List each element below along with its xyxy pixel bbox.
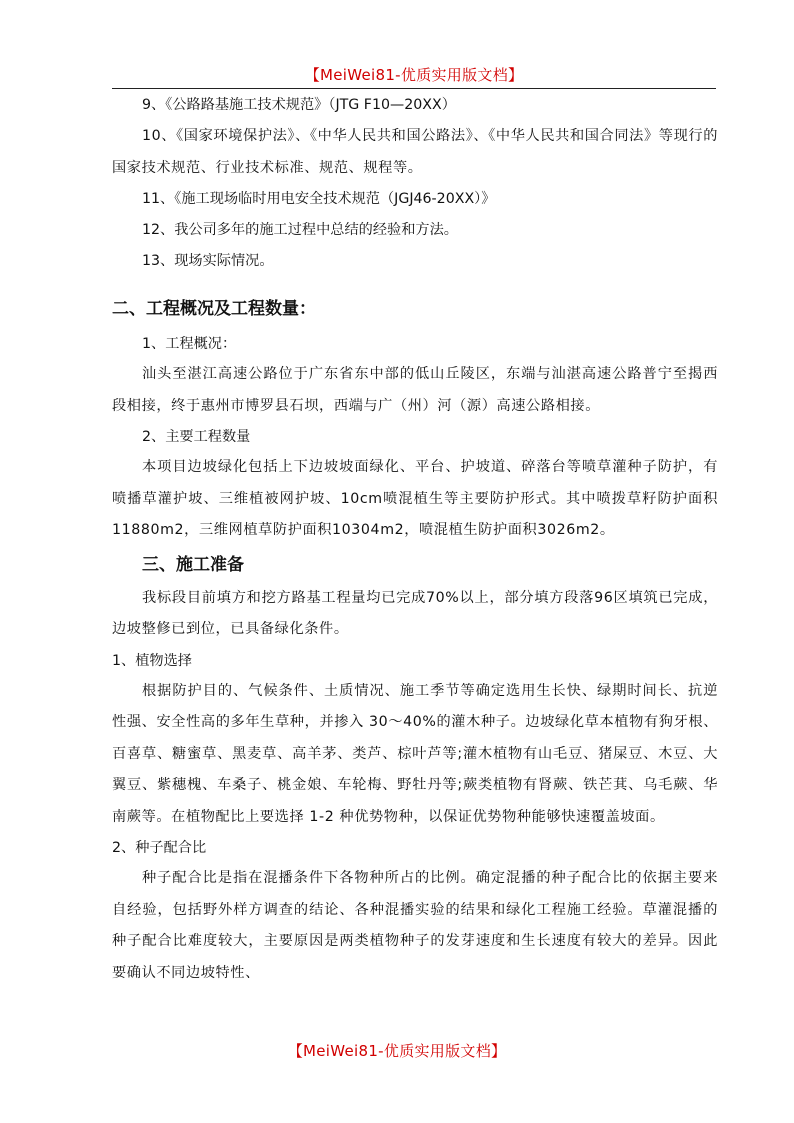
- section-2-subheading-2: 2、主要工程数量: [142, 429, 251, 445]
- reference-item-12: 12、我公司多年的施工过程中总结的经验和方法。: [142, 222, 458, 238]
- document-body: [112, 90, 718, 989]
- section-3-paragraph-1: 我标段目前填方和挖方路基工程量均已完成70%以上，部分填方段落96区填筑已完成，边坡整修已到位，已具备绿化条件。: [112, 589, 718, 637]
- section-2-paragraph-1: 汕头至湛江高速公路位于广东省东中部的低山丘陵区，东端与汕湛高速公路普宁至揭西段相接，终于惠州市博罗县石坝，西端与广（州）河（源）高速公路相接。: [112, 366, 718, 414]
- reference-item-11: 11、《施工现场临时用电安全技术规范（JGJ46-20XX）》: [142, 191, 496, 207]
- header-watermark: 【MeiWei81-优质实用版文档】: [304, 66, 524, 84]
- section-3-paragraph-2: 根据防护目的、气候条件、土质情况、施工季节等确定选用生长快、绿期时间长、抗逆性强、安全性高的多年生草种，并掺入 30～40%的灌木种子。边坡绿化草本植物有狗牙根、百喜草、糖蜜草、黑麦草、高羊茅、类芦、棕叶芦等;灌木植物有山毛豆、猪屎豆、木豆、大翼豆、紫穗槐、车桑子、桃金娘、车轮梅、野牡丹等;蕨类植物有肾蕨、铁芒萁、乌毛蕨、华南蕨等。在植物配比上要选择 1-2 种优势物种，以保证优势物种能够快速覆盖坡面。: [112, 682, 718, 825]
- section-2-heading: 二、工程概况及工程数量：: [112, 299, 316, 319]
- section-3-paragraph-3: 种子配合比是指在混播条件下各物种所占的比例。确定混播的种子配合比的依据主要来自经验，包括野外样方调查的结论、各种混播实验的结果和绿化工程施工经验。草灌混播的种子配合比难度较大，主要原因是两类植物种子的发芽速度和生长速度有较大的差异。因此要确认不同边坡特性、: [112, 870, 718, 981]
- section-3-heading: 三、施工准备: [142, 554, 244, 575]
- section-2-paragraph-2: 本项目边坡绿化包括上下边坡坡面绿化、平台、护坡道、碎落台等喷草灌种子防护，有喷播草灌护坡、三维植被网护坡、10cm喷混植生等主要防护形式。其中喷拨草籽防护面积11880m2，三维网植草防护面积10304m2，喷混植生防护面积3026m2。: [112, 459, 718, 538]
- reference-item-13: 13、现场实际情况。: [142, 253, 274, 269]
- section-3-subheading-1: 1、植物选择: [112, 652, 192, 669]
- reference-item-10: 10、《国家环境保护法》、《中华人民共和国公路法》、《中华人民共和国合同法》等现行的国家技术规范、行业技术标准、规范、规程等。: [112, 128, 718, 176]
- page-header: [112, 58, 716, 89]
- reference-item-9: 9、《公路路基施工技术规范》（JTG F10—20XX）: [142, 97, 456, 113]
- footer-watermark: 【MeiWei81-优质实用版文档】: [287, 1042, 507, 1060]
- section-3-subheading-2: 2、种子配合比: [112, 840, 207, 856]
- section-2-subheading-1: 1、工程概况：: [142, 336, 237, 352]
